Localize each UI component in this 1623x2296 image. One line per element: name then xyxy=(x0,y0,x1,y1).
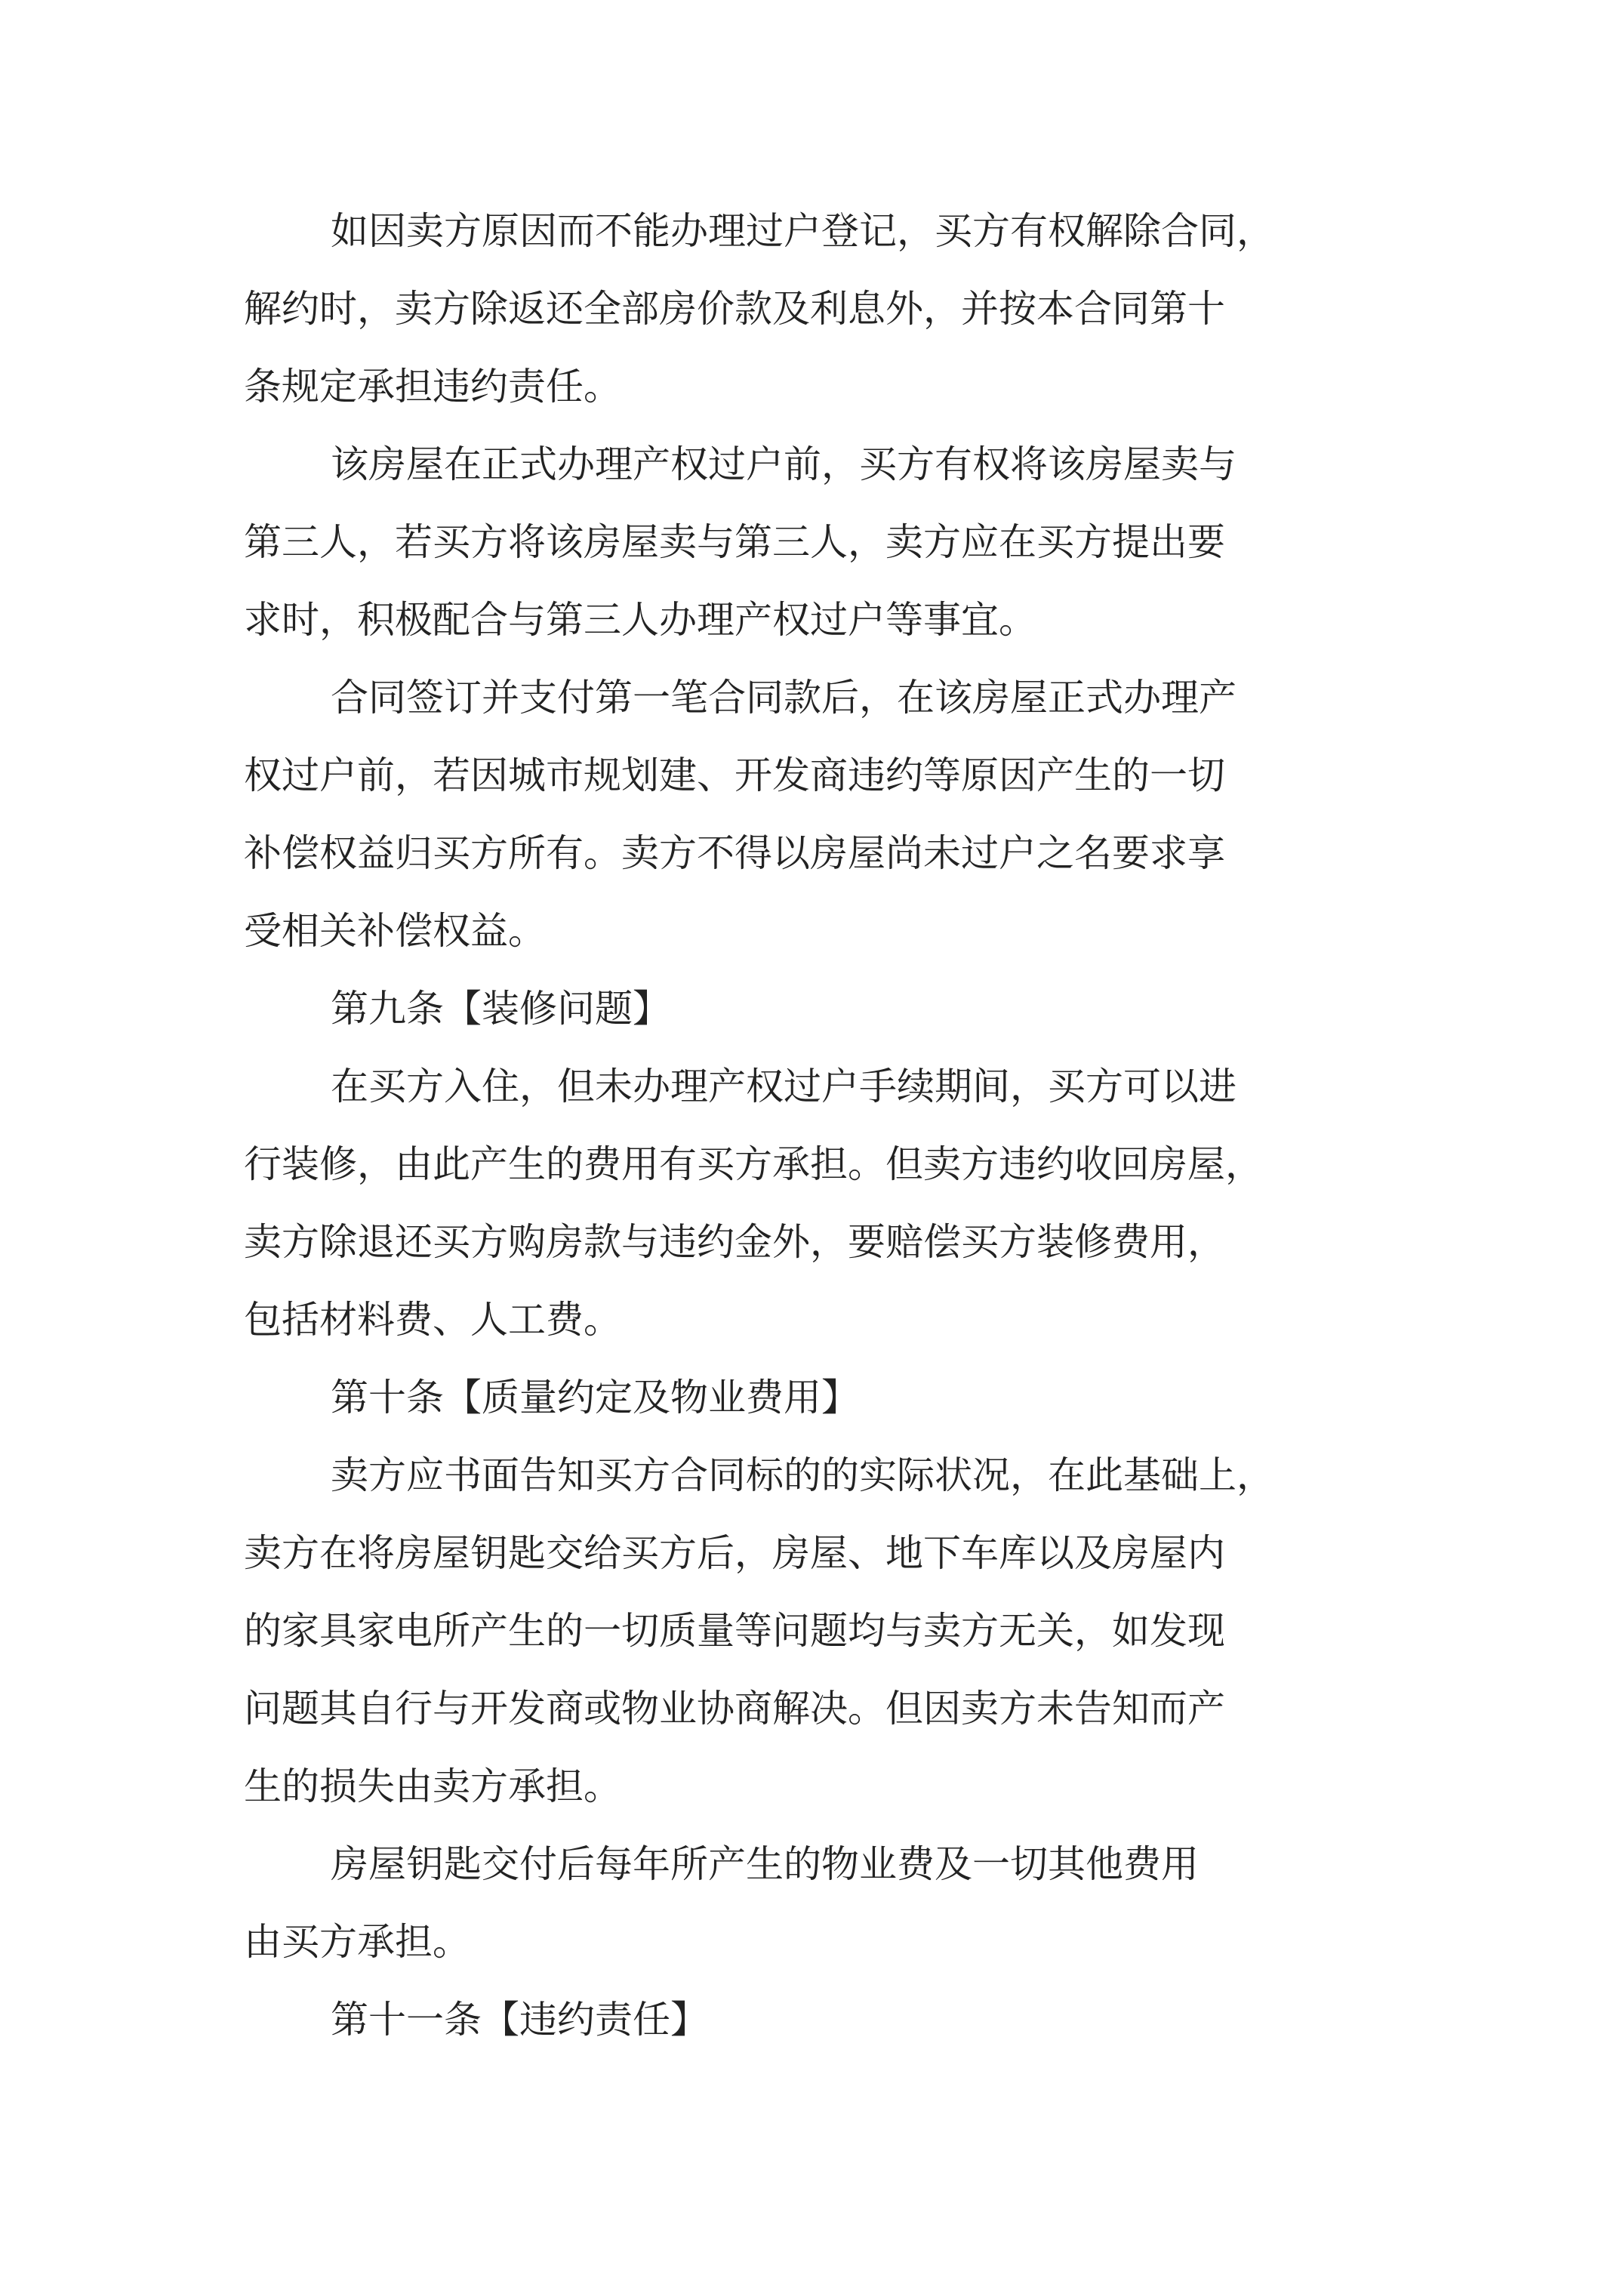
paragraph-quality xyxy=(244,1437,1452,1826)
text-line: 卖方应书面告知买方合同标的的实际状况，在此基础上， xyxy=(331,1453,1274,1497)
paragraph-renovation xyxy=(244,1048,1452,1359)
text-line: 合同签订并支付第一笔合同款后，在该房屋正式办理产 xyxy=(331,676,1236,720)
text-line: 如因卖方原因而不能办理过户登记，买方有权解除合同， xyxy=(331,209,1274,253)
text-line: 行装修，由此产生的费用有买方承担。但卖方违约收回房屋， xyxy=(244,1142,1263,1186)
paragraph-resale-right xyxy=(244,426,1452,659)
text-line: 的家具家电所产生的一切质量等问题均与卖方无关，如发现 xyxy=(244,1609,1225,1653)
paragraph-transfer-failure xyxy=(244,193,1452,426)
text-line: 包括材料费、人工费。 xyxy=(244,1298,621,1342)
text-line: 权过户前，若因城市规划建、开发商违约等原因产生的一切 xyxy=(244,754,1225,797)
paragraph-property-fees xyxy=(244,1826,1452,1981)
text-line: 该房屋在正式办理产权过户前，买方有权将该房屋卖与 xyxy=(331,442,1236,486)
text-line: 求时，积极配合与第三人办理产权过户等事宜。 xyxy=(244,598,1036,642)
text-line: 问题其自行与开发商或物业协商解决。但因卖方未告知而产 xyxy=(244,1687,1225,1730)
text-line: 在买方入住，但未办理产权过户手续期间，买方可以进 xyxy=(331,1065,1236,1108)
text-line: 受相关补偿权益。 xyxy=(244,909,546,953)
text-line: 补偿权益归买方所有。卖方不得以房屋尚未过户之名要求享 xyxy=(244,831,1225,875)
text-line: 第三人，若买方将该房屋卖与第三人，卖方应在买方提出要 xyxy=(244,520,1225,564)
text-line: 由买方承担。 xyxy=(244,1920,470,1964)
text-line: 生的损失由卖方承担。 xyxy=(244,1764,621,1808)
text-line: 解约时，卖方除返还全部房价款及利息外，并按本合同第十 xyxy=(244,287,1225,331)
text-line: 卖方除退还买方购房款与违约金外，要赔偿买方装修费用， xyxy=(244,1220,1225,1264)
paragraph-compensation-rights xyxy=(244,659,1452,970)
text-line: 条规定承担违约责任。 xyxy=(244,365,621,408)
text-line: 房屋钥匙交付后每年所产生的物业费及一切其他费用 xyxy=(331,1842,1199,1886)
document-body xyxy=(244,193,1452,2059)
article-10-heading: 第十条【质量约定及物业费用】 xyxy=(331,1376,859,1419)
text-line: 卖方在将房屋钥匙交给买方后，房屋、地下车库以及房屋内 xyxy=(244,1531,1225,1575)
article-9-heading: 第九条【装修问题】 xyxy=(331,987,670,1031)
article-11-heading: 第十一条【违约责任】 xyxy=(331,1998,708,2042)
